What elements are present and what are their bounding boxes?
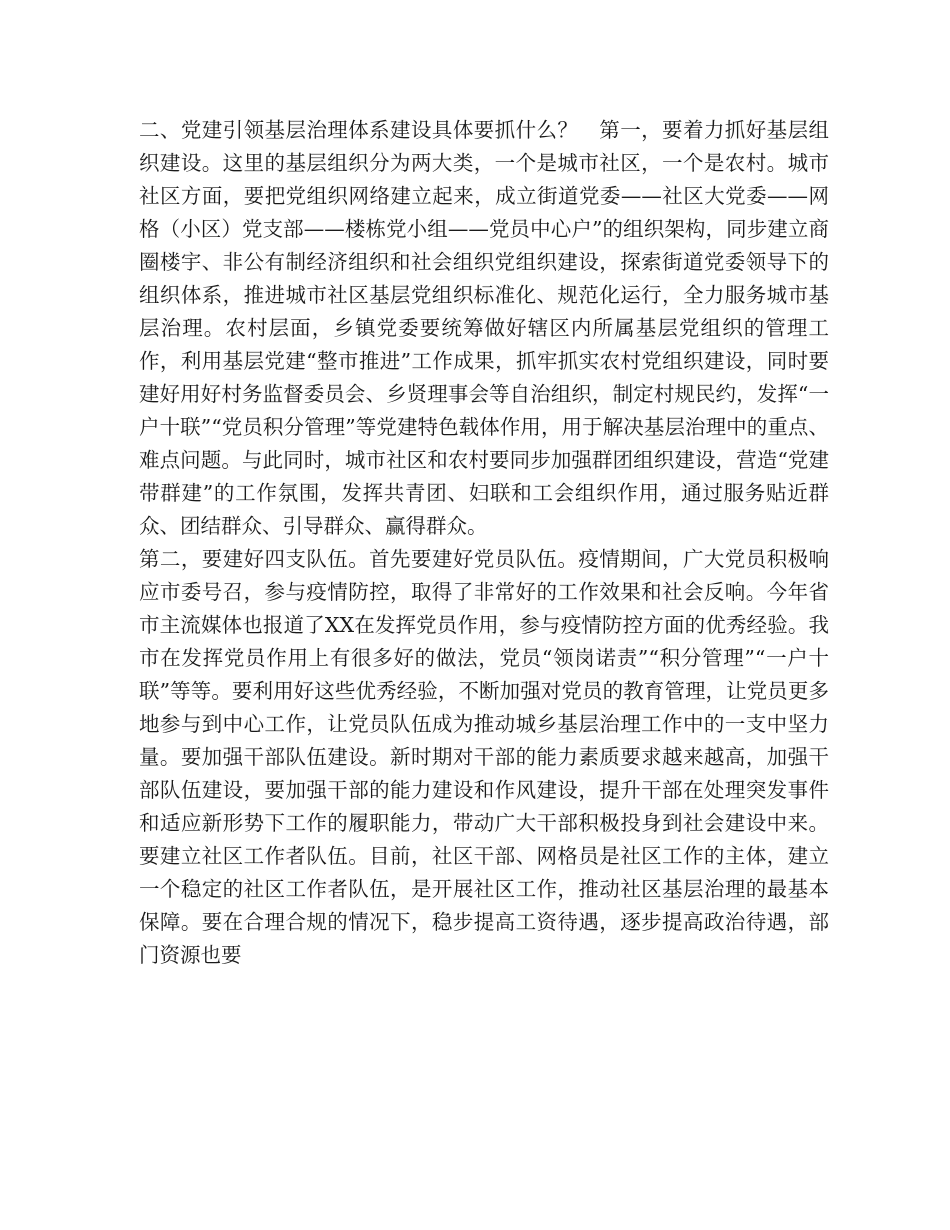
paragraph-2: 第二，要建好四支队伍。首先要建好党员队伍。疫情期间，广大党员积极响应市委号召，参与疫情防控，取得了非常好的工作效果和社会反响。今年省市主流媒体也报道了XX在发挥党员作用，参与疫情防控方面的优秀经验。我市在发挥党员作用上有很多好的做法，党员“领岗诺责”“积分管理”“一户十联”等等。要利用好这些优秀经验，不断加强对党员的教育管理，让党员更多地参与到中心工作，让党员队伍成为推动城乡基层治理工作中的一支中坚力量。要加强干部队伍建设。新时期对干部的能力素质要求越来越高，加强干部队伍建设，要加强干部的能力建设和作风建设，提升干部在处理突发事件和适应新形势下工作的履职能力，带动广大干部积极投身到社会建设中来。要建立社区工作者队伍。目前，社区干部、网格员是社区工作的主体，建立一个稳定的社区工作者队伍，是开展社区工作，推动社区基层治理的最基本保障。要在合理合规的情况下，稳步提高工资待遇，逐步提高政治待遇，部门资源也要	[139, 547, 829, 967]
body-text	[139, 114, 829, 972]
paragraph-1: 二、党建引领基层治理体系建设具体要抓什么？ 第一，要着力抓好基层组织建设。这里的基层组织分为两大类，一个是城市社区，一个是农村。城市社区方面，要把党组织网络建立起来，成立街道党委——社区大党委——网格（小区）党支部——楼栋党小组——党员中心户”的组织架构，同步建立商圈楼宇、非公有制经济组织和社会组织党组织建设，探索街道党委领导下的组织体系，推进城市社区基层党组织标准化、规范化运行，全力服务城市基层治理。农村层面，乡镇党委要统筹做好辖区内所属基层党组织的管理工作，利用基层党建“整市推进”工作成果，抓牢抓实农村党组织建设，同时要建好用好村务监督委员会、乡贤理事会等自治组织，制定村规民约，发挥“一户十联”“党员积分管理”等党建特色载体作用，用于解决基层治理中的重点、难点问题。与此同时，城市社区和农村要同步加强群团组织建设，营造“党建带群建”的工作氛围，发挥共青团、妇联和工会组织作用，通过服务贴近群众、团结群众、引导群众、赢得群众。	[139, 118, 829, 538]
